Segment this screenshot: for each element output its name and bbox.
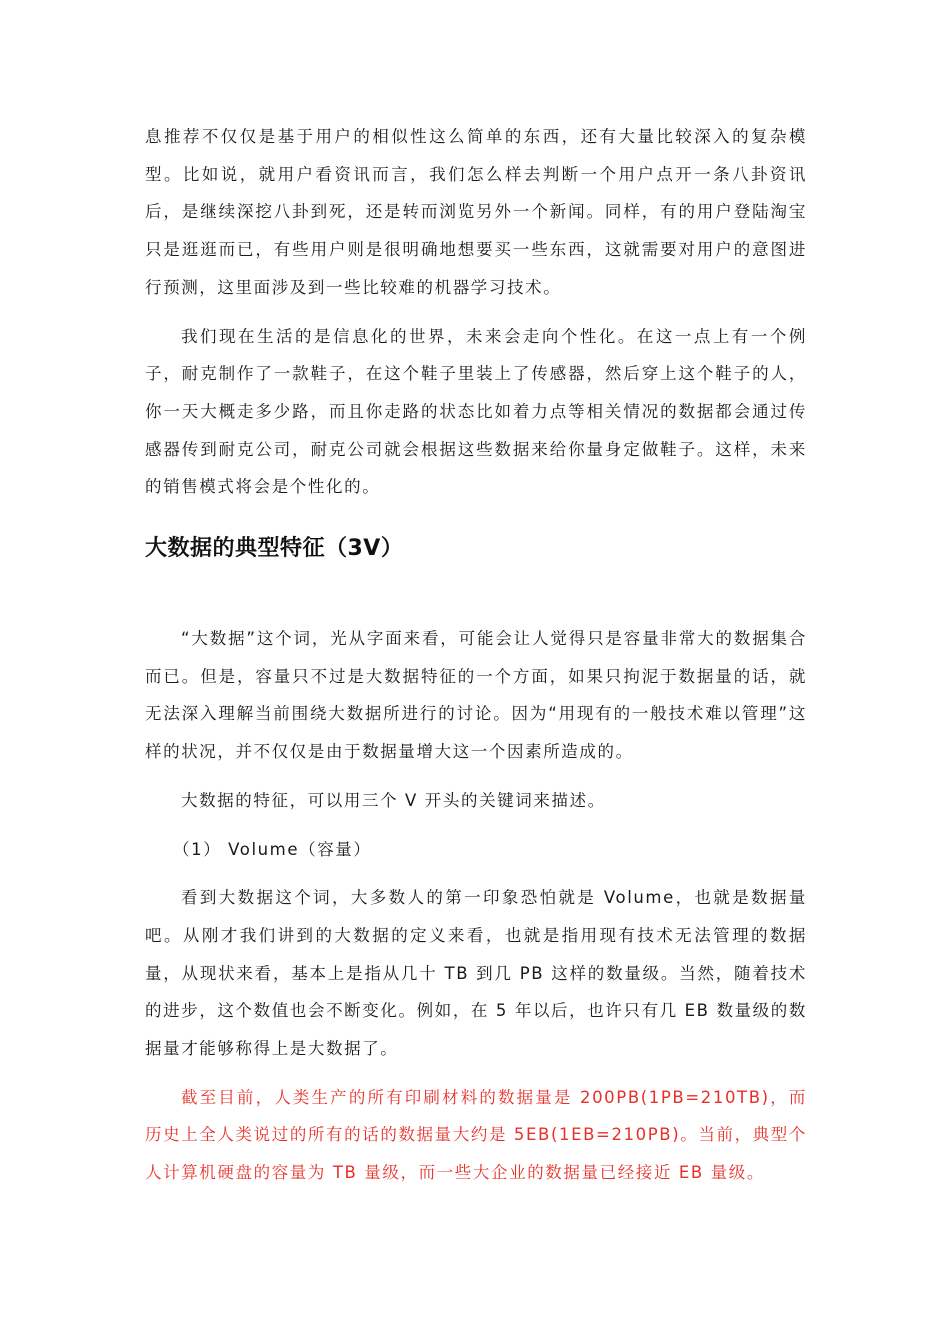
paragraph-highlight-data-volume: 截至目前，人类生产的所有印刷材料的数据量是 200PB(1PB=210TB)，而历史上全人类说过的所有的话的数据量大约是 5EB(1EB=210PB)。当前，典型个人计算机硬盘的容量为 TB 量级，而一些大企业的数据量已经接近 EB 量级。 — [145, 1087, 807, 1183]
document-body — [145, 118, 807, 1192]
paragraph-recommendation: 息推荐不仅仅是基于用户的相似性这么简单的东西，还有大量比较深入的复杂模型。比如说，就用户看资讯而言，我们怎么样去判断一个用户点开一条八卦资讯后，是继续深挖八卦到死，还是转而浏览另外一个新闻。同样，有的用户登陆淘宝只是逛逛而已，有些用户则是很明确地想要买一些东西，这就需要对用户的意图进行预测，这里面涉及到一些比较难的机器学习技术。 — [145, 127, 807, 297]
paragraph-personalization: 我们现在生活的是信息化的世界，未来会走向个性化。在这一点上有一个例子，耐克制作了一款鞋子，在这个鞋子里装上了传感器，然后穿上这个鞋子的人，你一天大概走多少路，而且你走路的状态比如着力点等相关情况的数据都会通过传感器传到耐克公司，耐克公司就会根据这些数据来给你量身定做鞋子。这样，未来的销售模式将会是个性化的。 — [145, 326, 807, 497]
paragraph-big-data-intro: “大数据”这个词，光从字面来看，可能会让人觉得只是容量非常大的数据集合而已。但是，容量只不过是大数据特征的一个方面，如果只拘泥于数据量的话，就无法深入理解当前围绕大数据所进行的讨论。因为“用现有的一般技术难以管理”这样的状况，并不仅仅是由于数据量增大这一个因素所造成的。 — [145, 629, 807, 762]
section-heading: 大数据的典型特征（3V） — [145, 536, 404, 562]
paragraph-three-v: 大数据的特征，可以用三个 V 开头的关键词来描述。 — [181, 790, 606, 810]
paragraph-volume: 看到大数据这个词，大多数人的第一印象恐怕就是 Volume，也就是数据量吧。从刚才我们讲到的大数据的定义来看，也就是指用现有技术无法管理的数据量，从现状来看，基本上是指从几十 TB 到几 PB 这样的数量级。当然，随着技术的进步，这个数值也会不断变化。例如，在 5 年以后，也许只有几 EB 数量级的数据量才能够称得上是大数据了。 — [145, 888, 807, 1059]
list-item-volume-heading: （1） Volume（容量） — [173, 839, 372, 859]
